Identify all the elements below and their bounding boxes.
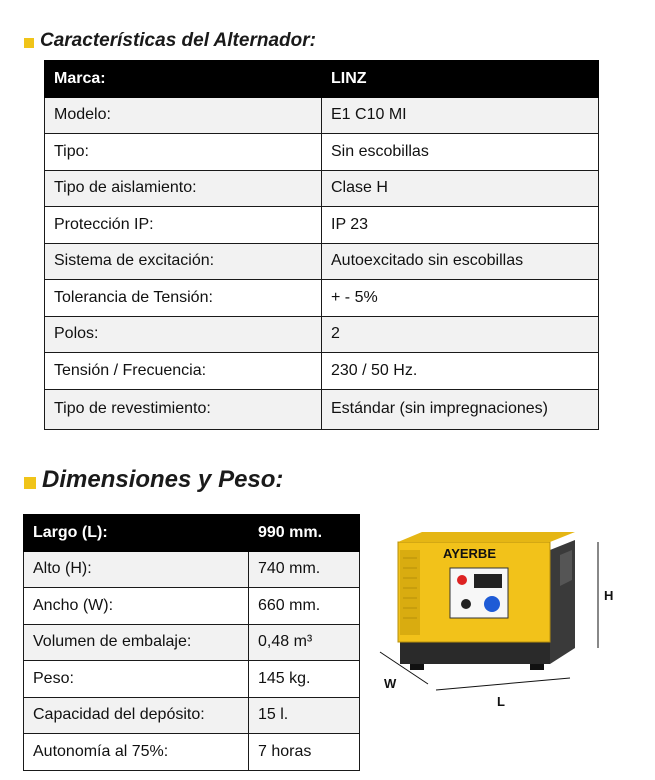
- cell-value: 0,48 m³: [249, 624, 360, 661]
- table-row: [24, 551, 360, 588]
- cell-label: Tipo:: [45, 134, 322, 171]
- generator-grille: [400, 550, 420, 635]
- table-row: [45, 243, 599, 280]
- cell-label: Autonomía al 75%:: [24, 734, 249, 771]
- cell-label: Polos:: [45, 316, 322, 353]
- cell-value: 15 l.: [249, 697, 360, 734]
- cell-label: Tipo de aislamiento:: [45, 170, 322, 207]
- length-dimension-line: [436, 678, 570, 690]
- table-row: [24, 624, 360, 661]
- cell-value: E1 C10 MI: [322, 97, 599, 134]
- cell-label: Tipo de revestimiento:: [45, 389, 322, 429]
- cell-value: LINZ: [322, 61, 599, 98]
- dimensions-section-title: [24, 466, 283, 494]
- cell-label: Marca:: [45, 61, 322, 98]
- height-label: H: [604, 588, 614, 603]
- cell-label: Modelo:: [45, 97, 322, 134]
- table-row: [45, 316, 599, 353]
- cell-label: Tolerancia de Tensión:: [45, 280, 322, 317]
- width-label: W: [384, 676, 397, 691]
- cell-value: 990 mm.: [249, 515, 360, 552]
- table-row: [45, 207, 599, 244]
- cell-value: 230 / 50 Hz.: [322, 353, 599, 390]
- cell-label: Tensión / Frecuencia:: [45, 353, 322, 390]
- table-row: [45, 134, 599, 171]
- emergency-stop-icon: [457, 575, 467, 585]
- table-row: [24, 515, 360, 552]
- cell-label: Volumen de embalaje:: [24, 624, 249, 661]
- table-row: [45, 389, 599, 429]
- cell-value: Clase H: [322, 170, 599, 207]
- generator-foot: [530, 664, 544, 670]
- generator-vent: [560, 550, 572, 586]
- cell-value: 660 mm.: [249, 588, 360, 625]
- table-row: [45, 280, 599, 317]
- length-label: L: [497, 694, 505, 709]
- display-icon: [474, 574, 502, 588]
- table-row: [45, 170, 599, 207]
- generator-illustration: [370, 520, 640, 720]
- cell-value: 740 mm.: [249, 551, 360, 588]
- cell-label: Ancho (W):: [24, 588, 249, 625]
- dimensions-table: [23, 514, 360, 771]
- yellow-square-icon: [24, 477, 36, 489]
- table-row: [24, 697, 360, 734]
- cell-value: Sin escobillas: [322, 134, 599, 171]
- cell-label: Protección IP:: [45, 207, 322, 244]
- socket-icon: [484, 596, 500, 612]
- switch-icon: [461, 599, 471, 609]
- cell-value: 145 kg.: [249, 661, 360, 698]
- generator-image: [370, 520, 640, 720]
- cell-value: 7 horas: [249, 734, 360, 771]
- table-row: [24, 734, 360, 771]
- cell-value: IP 23: [322, 207, 599, 244]
- cell-value: 2: [322, 316, 599, 353]
- alternator-table: [44, 60, 599, 430]
- generator-brand: AYERBE: [443, 546, 496, 561]
- cell-label: Alto (H):: [24, 551, 249, 588]
- table-row: [45, 61, 599, 98]
- table-row: [45, 353, 599, 390]
- dimensions-title-text: Dimensiones y Peso:: [42, 466, 284, 493]
- cell-label: Largo (L):: [24, 515, 249, 552]
- yellow-square-icon: [24, 38, 34, 48]
- cell-label: Peso:: [24, 661, 249, 698]
- alternator-title-text: Características del Alternador:: [40, 30, 316, 51]
- cell-label: Sistema de excitación:: [45, 243, 322, 280]
- cell-value: Autoexcitado sin escobillas: [322, 243, 599, 280]
- generator-top: [398, 532, 575, 542]
- table-row: [24, 661, 360, 698]
- generator-foot: [410, 664, 424, 670]
- cell-value: + - 5%: [322, 280, 599, 317]
- table-row: [45, 97, 599, 134]
- table-row: [24, 588, 360, 625]
- cell-label: Capacidad del depósito:: [24, 697, 249, 734]
- alternator-section-title: [24, 30, 316, 52]
- cell-value: Estándar (sin impregnaciones): [322, 389, 599, 429]
